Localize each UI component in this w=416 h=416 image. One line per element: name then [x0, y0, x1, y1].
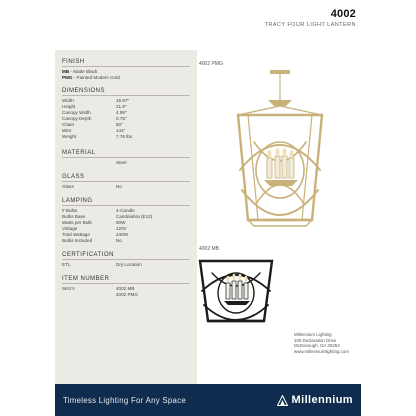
finish-name: - Painted Modern Gold: [72, 75, 120, 80]
certification-row: [62, 262, 190, 268]
spec-value: Candelabra (E12): [116, 214, 153, 219]
millennium-logo-icon: [277, 395, 288, 406]
spec-key: Chain: [62, 122, 75, 127]
spec-value: 240W: [116, 232, 129, 237]
spec-key: Voltage: [62, 226, 78, 231]
spec-value: 60": [116, 122, 123, 127]
spec-key: Canopy Depth: [62, 116, 92, 121]
glass-section: [62, 174, 190, 190]
finish-title: FINISH: [62, 59, 190, 67]
spec-key: Watts per Bulb: [62, 220, 92, 225]
product-name: TRACY FOUR LIGHT LANTERN: [264, 22, 356, 28]
finish-code: MB: [62, 69, 70, 74]
header: [265, 8, 356, 28]
spec-key: Wire: [62, 128, 72, 133]
company-name: Millennium Lighting: [294, 332, 332, 337]
tagline: Timeless Lighting For Any Space: [63, 395, 186, 405]
model-number: 4002: [330, 8, 356, 20]
gold-photo-label: 4002 PMG: [199, 61, 223, 67]
spec-key: [62, 292, 116, 298]
website-link[interactable]: www.millenniumlighting.com: [294, 348, 349, 354]
material-section: [62, 150, 190, 166]
spec-key: Bulbs Included: [62, 238, 93, 243]
material-title: MATERIAL: [62, 150, 190, 158]
spec-value: 7.76 lbs: [116, 134, 133, 139]
brand: [277, 394, 353, 406]
finish-code: PMG: [62, 75, 73, 80]
spec-key: Bulbs Base: [62, 214, 86, 219]
lamping-section: [62, 198, 190, 244]
gold-lantern-image: [198, 70, 360, 240]
spec-key: Total Wattage: [62, 232, 90, 237]
finish-name: - Matte Black: [69, 69, 98, 74]
spec-value: Dry Location: [116, 262, 142, 267]
spec-value: No: [116, 238, 122, 243]
contact-info: [294, 332, 349, 354]
dimensions-section: [62, 88, 190, 140]
glass-row: [62, 184, 190, 190]
dimensions-title: DIMENSIONS: [62, 88, 190, 96]
spec-value: 144": [116, 128, 126, 133]
spec-value: 4.99": [116, 110, 127, 115]
address-line: 105 Declaration Drive: [294, 337, 337, 343]
spec-value: 4002 PMG: [116, 292, 138, 297]
certification-title: CERTIFICATION: [62, 252, 190, 260]
spec-key: Width: [62, 98, 74, 103]
spec-value: 21.9": [116, 104, 127, 109]
spec-key: ETL: [62, 262, 71, 267]
lamping-title: LAMPING: [62, 198, 190, 206]
brand-name: Millennium: [291, 394, 353, 406]
spec-key: SKU's: [62, 286, 75, 291]
finish-section: [62, 59, 190, 81]
material-row: [62, 160, 190, 166]
black-lantern-image: [198, 255, 278, 325]
spec-key: Weight: [62, 134, 77, 139]
certification-section: [62, 252, 190, 268]
spec-value: 0.75": [116, 116, 127, 121]
spec-key: Canopy Width: [62, 110, 91, 115]
spec-value: 60W: [116, 220, 126, 225]
city-line: McDonough, GA 30253: [294, 343, 340, 349]
sku-row: [62, 292, 190, 298]
item-number-section: [62, 276, 190, 298]
footer-bar: [55, 384, 361, 416]
lamping-row: [62, 238, 190, 244]
spec-key: Height: [62, 104, 76, 109]
spec-value: 4002 MB: [116, 286, 135, 291]
spec-value: 120V: [116, 226, 127, 231]
spec-sidebar: [55, 50, 197, 384]
spec-key: # Bulbs: [62, 208, 78, 213]
spec-value: 15.87": [116, 98, 130, 103]
material-value: Steel: [116, 160, 127, 165]
spec-key: Glass: [62, 184, 74, 189]
spec-value: No: [116, 184, 122, 189]
item-number-title: ITEM NUMBER: [62, 276, 190, 284]
finish-item: [62, 75, 190, 81]
black-photo-label: 4002 MB: [199, 246, 220, 252]
dimension-row: [62, 134, 190, 140]
spec-value: 4-Candle: [116, 208, 135, 213]
glass-title: GLASS: [62, 174, 190, 182]
